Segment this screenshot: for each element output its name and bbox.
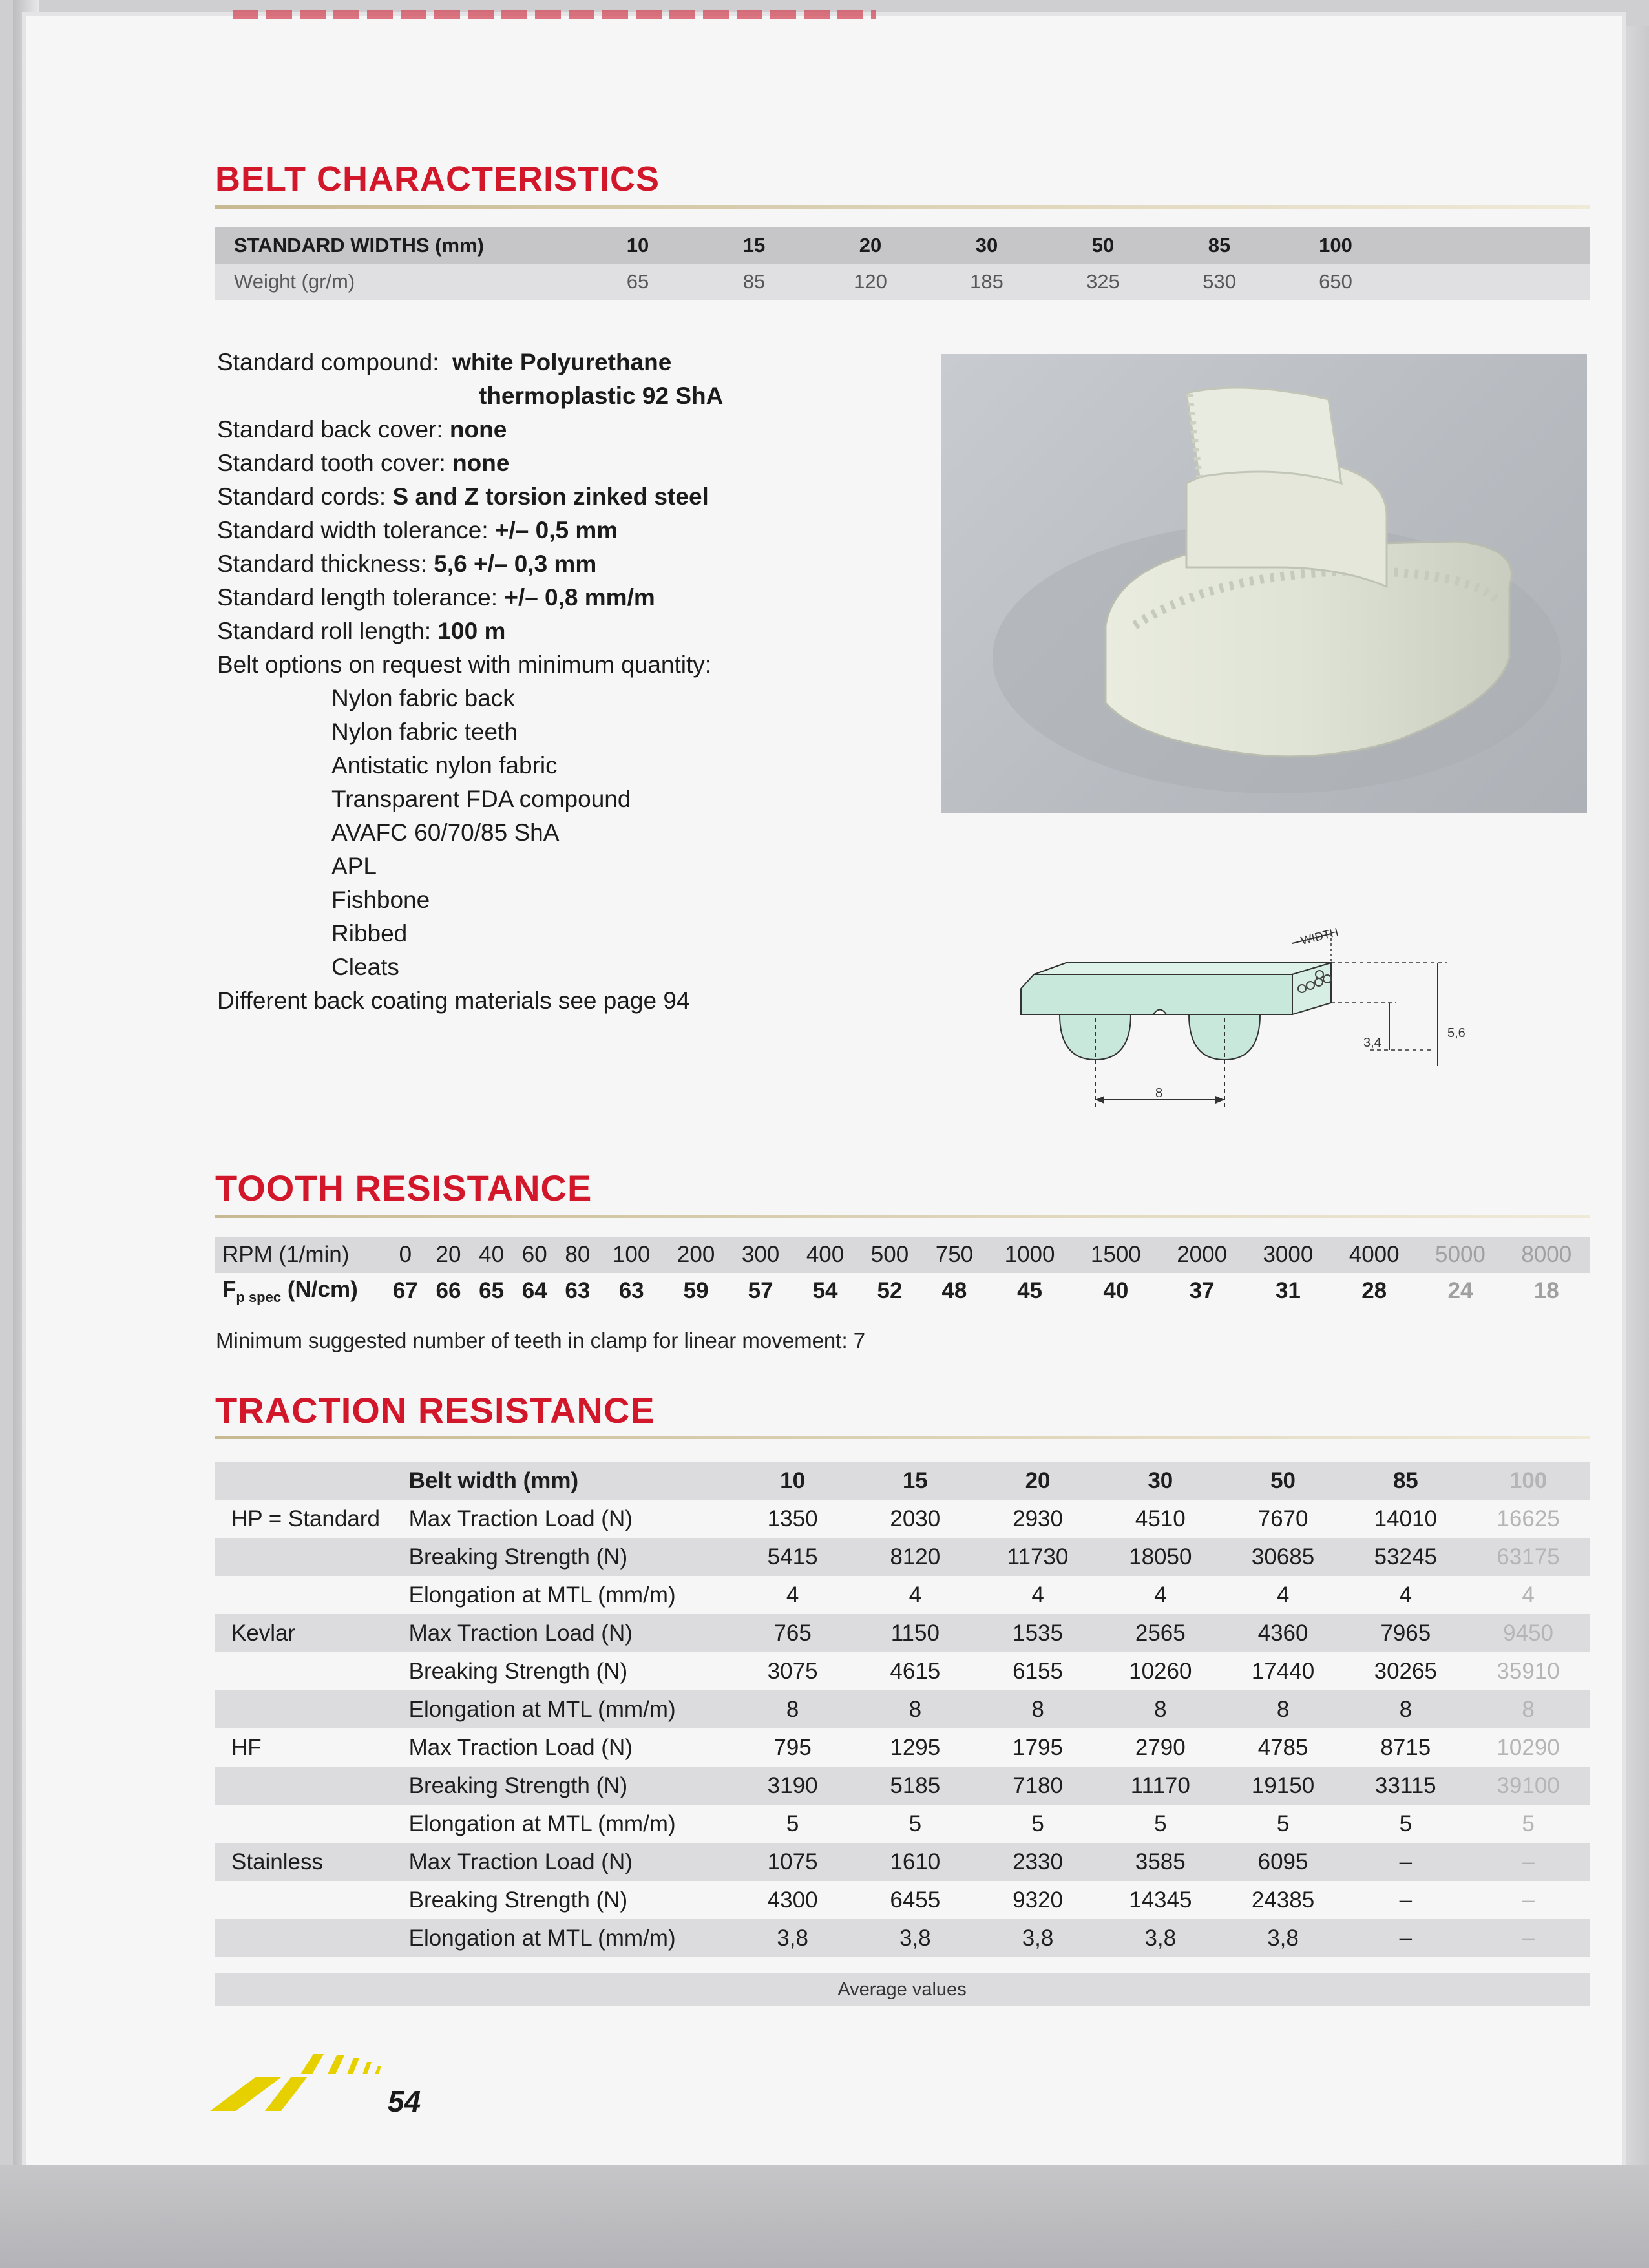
value-cell: 3,8	[854, 1919, 976, 1957]
material-cell	[215, 1919, 409, 1957]
belt-characteristics-title: BELT CHARACTERISTICS	[215, 160, 660, 198]
value-cell: 14010	[1374, 1506, 1437, 1531]
rpm-cell: 750	[922, 1237, 987, 1273]
material-cell: HF	[231, 1734, 262, 1760]
spec-value: S and Z torsion zinked steel	[392, 483, 709, 510]
width-cell: 20	[976, 1462, 1099, 1500]
rpm-cell: 0	[384, 1237, 427, 1273]
value-cell: 4300	[767, 1887, 818, 1913]
value-cell: 1350	[767, 1506, 818, 1531]
value-cell: 8	[976, 1690, 1099, 1728]
value-cell: 1075	[731, 1843, 854, 1881]
value-cell: 2790	[1135, 1734, 1186, 1760]
width-cell: 15	[696, 227, 812, 264]
value-cell: 4	[1031, 1582, 1044, 1608]
rpm-cell: 8000	[1504, 1237, 1590, 1273]
spec-value: 100 m	[437, 618, 506, 644]
value-cell: 2030	[890, 1506, 941, 1531]
logo-stripe	[347, 2058, 359, 2074]
value-cell: 4	[1276, 1582, 1290, 1608]
width-cell: 20	[812, 227, 929, 264]
logo-stripe	[375, 2066, 381, 2074]
teeth-clamp-note: Minimum suggested number of teeth in clamp for linear movement: 7	[216, 1328, 866, 1352]
material-cell	[215, 1538, 409, 1576]
traction-row	[215, 1767, 1590, 1805]
value-cell: 1295	[890, 1734, 941, 1760]
value-cell: 5415	[731, 1538, 854, 1576]
belt-roll-photo	[941, 354, 1587, 813]
material-cell: HP = Standard	[231, 1506, 380, 1531]
width-cell: 30	[929, 227, 1045, 264]
material-cell	[215, 1690, 409, 1728]
rpm-cell: 5000	[1417, 1237, 1503, 1273]
cropped-heading-fragment	[233, 10, 876, 19]
property-cell: Elongation at MTL (mm/m)	[408, 1582, 676, 1608]
option-item: Ribbed	[331, 920, 408, 947]
value-cell: 19150	[1222, 1767, 1345, 1805]
widths-header-label: STANDARD WIDTHS (mm)	[215, 227, 580, 264]
option-item: Nylon fabric teeth	[331, 719, 518, 745]
traction-row	[215, 1919, 1590, 1957]
value-cell: 4510	[1135, 1506, 1186, 1531]
traction-row	[215, 1805, 1590, 1843]
coating-note: Different back coating materials see page 94	[217, 987, 690, 1014]
section-rule	[215, 205, 1590, 209]
property-cell: Max Traction Load (N)	[409, 1843, 731, 1881]
rpm-cell: 200	[664, 1237, 728, 1273]
fp-cell: 57	[748, 1278, 773, 1303]
property-cell: Breaking Strength (N)	[409, 1767, 731, 1805]
value-cell: 33115	[1344, 1767, 1467, 1805]
value-cell: 1535	[976, 1614, 1099, 1652]
fp-cell: 37	[1189, 1278, 1215, 1303]
value-cell: 4	[1154, 1582, 1167, 1608]
fp-cell: 63	[565, 1278, 591, 1303]
value-cell: 10260	[1129, 1658, 1192, 1684]
value-cell: 2930	[1013, 1506, 1063, 1531]
rpm-cell: 2000	[1159, 1237, 1245, 1273]
spec-label: Standard roll length:	[217, 618, 432, 644]
width-cell: 85	[1344, 1462, 1467, 1500]
property-cell: Max Traction Load (N)	[408, 1506, 633, 1531]
traction-row	[215, 1652, 1590, 1690]
widths-header-row	[215, 227, 1590, 264]
width-cell: 100	[1467, 1462, 1590, 1500]
material-cell	[215, 1767, 409, 1805]
value-cell: 6155	[1013, 1658, 1063, 1684]
scan-bottom-shadow	[0, 2165, 1649, 2268]
value-cell: 8	[1222, 1690, 1345, 1728]
value-cell: 7670	[1257, 1506, 1308, 1531]
value-cell: 7965	[1344, 1614, 1467, 1652]
spec-width-tolerance	[217, 514, 723, 547]
diagram-tooth-height-label: 3,4	[1363, 1036, 1381, 1050]
traction-row	[215, 1576, 1590, 1614]
value-cell: 63175	[1467, 1538, 1590, 1576]
spec-value: white Polyurethane	[452, 349, 672, 375]
value-cell: 5	[1399, 1811, 1413, 1836]
traction-row	[215, 1843, 1590, 1881]
value-cell: 6095	[1222, 1843, 1345, 1881]
value-cell: 795	[773, 1734, 812, 1760]
spec-length-tolerance	[217, 581, 723, 614]
belt-profile-svg	[1008, 918, 1525, 1124]
property-cell: Breaking Strength (N)	[408, 1887, 628, 1913]
property-cell: Max Traction Load (N)	[408, 1734, 633, 1760]
value-cell: 39100	[1467, 1767, 1590, 1805]
logo-stripe	[362, 2062, 372, 2074]
diagram-width-label: WIDTH	[1299, 925, 1340, 947]
fp-cell: 63	[618, 1278, 644, 1303]
spec-options-heading: Belt options on request with minimum quantity:	[217, 651, 712, 678]
spec-cords	[217, 480, 723, 514]
spec-value: 5,6 +/– 0,3 mm	[434, 551, 597, 577]
logo-stripe	[300, 2054, 324, 2074]
fp-cell: 48	[941, 1278, 967, 1303]
spec-label: Standard tooth cover:	[217, 450, 446, 476]
option-item: APL	[331, 853, 377, 879]
traction-row	[215, 1690, 1590, 1728]
value-cell: 4360	[1222, 1614, 1345, 1652]
value-cell: –	[1344, 1843, 1467, 1881]
material-cell	[215, 1805, 409, 1843]
value-cell: 765	[731, 1614, 854, 1652]
spec-label: Standard thickness:	[217, 551, 427, 577]
spec-label: Standard compound:	[217, 349, 439, 375]
option-item: Cleats	[331, 954, 399, 980]
section-rule	[215, 1436, 1590, 1439]
spec-value: none	[449, 416, 507, 443]
weight-cell: 325	[1045, 264, 1161, 300]
fp-cell: 52	[877, 1278, 903, 1303]
traction-row	[215, 1500, 1590, 1538]
width-cell: 50	[1045, 227, 1161, 264]
property-cell: Elongation at MTL (mm/m)	[409, 1919, 731, 1957]
weight-row	[215, 264, 1590, 300]
property-cell: Elongation at MTL (mm/m)	[409, 1690, 731, 1728]
weight-cell: 530	[1161, 264, 1277, 300]
value-cell: 11730	[976, 1538, 1099, 1576]
value-cell: 14345	[1129, 1887, 1192, 1913]
value-cell: 4	[1522, 1582, 1535, 1608]
fp-label-unit: (N/cm)	[287, 1276, 358, 1302]
rpm-cell: 300	[728, 1237, 793, 1273]
value-cell: 5	[1276, 1811, 1290, 1836]
spec-compound	[217, 346, 723, 379]
value-cell: 5	[786, 1811, 799, 1836]
fp-cell: 54	[812, 1278, 838, 1303]
weight-cell: 85	[696, 264, 812, 300]
fp-cell: 40	[1103, 1278, 1129, 1303]
value-cell: 8	[1344, 1690, 1467, 1728]
value-cell: 16625	[1497, 1506, 1560, 1531]
spec-label: Standard back cover:	[217, 416, 443, 443]
table-padding-cell	[1394, 264, 1590, 300]
material-cell	[215, 1652, 409, 1690]
value-cell: 11170	[1099, 1767, 1222, 1805]
value-cell: 3,8	[1099, 1919, 1222, 1957]
fp-cell: 59	[683, 1278, 709, 1303]
option-item: Antistatic nylon fabric	[331, 752, 558, 779]
fp-cell: 31	[1275, 1278, 1301, 1303]
material-cell: Stainless	[215, 1843, 409, 1881]
rpm-cell: 20	[427, 1237, 470, 1273]
traction-header-row	[215, 1462, 1590, 1500]
value-cell: 8	[1099, 1690, 1222, 1728]
belt-width-header: Belt width (mm)	[409, 1462, 731, 1500]
value-cell: 7180	[976, 1767, 1099, 1805]
value-cell: 8120	[854, 1538, 976, 1576]
logo-stripe	[328, 2055, 344, 2074]
width-cell: 15	[854, 1462, 976, 1500]
value-cell: 2565	[1099, 1614, 1222, 1652]
traction-row	[215, 1881, 1590, 1919]
rpm-row	[215, 1237, 1590, 1273]
property-cell: Elongation at MTL (mm/m)	[408, 1811, 676, 1836]
value-cell: 5	[1031, 1811, 1044, 1836]
width-cell: 10	[580, 227, 696, 264]
value-cell: 8	[731, 1690, 854, 1728]
material-cell	[215, 1576, 409, 1614]
value-cell: 8715	[1380, 1734, 1431, 1760]
section-rule	[215, 1215, 1590, 1218]
value-cell: 10290	[1497, 1734, 1560, 1760]
option-item: Nylon fabric back	[331, 685, 515, 711]
average-values-footer: Average values	[215, 1973, 1590, 2006]
fp-cell: 24	[1447, 1278, 1473, 1303]
value-cell: –	[1467, 1919, 1590, 1957]
fp-cell: 64	[521, 1278, 547, 1303]
fp-label-main: F	[222, 1276, 236, 1302]
standard-widths-table	[215, 227, 1590, 300]
value-cell: 3585	[1099, 1843, 1222, 1881]
fp-label-sub: p spec	[236, 1288, 282, 1305]
value-cell: 1610	[854, 1843, 976, 1881]
rpm-cell: 40	[470, 1237, 513, 1273]
spec-compound-cont	[217, 379, 723, 413]
option-item: Fishbone	[331, 887, 430, 913]
spec-roll-length	[217, 614, 723, 648]
width-cell: 30	[1099, 1462, 1222, 1500]
width-cell: 85	[1161, 227, 1277, 264]
value-cell: –	[1522, 1887, 1535, 1913]
tooth-resistance-title: TOOTH RESISTANCE	[215, 1168, 593, 1208]
rpm-cell: 100	[599, 1237, 664, 1273]
value-cell: 4	[1399, 1582, 1413, 1608]
tooth-resistance-table	[215, 1237, 1590, 1309]
value-cell: 5	[909, 1811, 922, 1836]
value-cell: 4785	[1257, 1734, 1308, 1760]
rpm-cell: 3000	[1245, 1237, 1331, 1273]
traction-row	[215, 1538, 1590, 1576]
value-cell: 9320	[1013, 1887, 1063, 1913]
value-cell: 3075	[767, 1658, 818, 1684]
value-cell: 35910	[1497, 1658, 1560, 1684]
fp-cell: 65	[479, 1278, 505, 1303]
page-number: 54	[388, 2084, 421, 2118]
value-cell: 3,8	[731, 1919, 854, 1957]
spec-value: thermoplastic 92 ShA	[479, 383, 724, 409]
value-cell: 8	[854, 1690, 976, 1728]
traction-resistance-title: TRACTION RESISTANCE	[215, 1390, 655, 1431]
value-cell: 6455	[890, 1887, 941, 1913]
diagram-thickness-label: 5,6	[1447, 1026, 1465, 1040]
value-cell: 2330	[976, 1843, 1099, 1881]
value-cell: 5	[1154, 1811, 1167, 1836]
weight-cell: 120	[812, 264, 929, 300]
value-cell: 8	[1467, 1690, 1590, 1728]
fp-cell: 66	[436, 1278, 461, 1303]
belt-profile-diagram	[1008, 918, 1525, 1124]
value-cell: 5	[1522, 1811, 1535, 1836]
property-cell: Max Traction Load (N)	[409, 1614, 731, 1652]
value-cell: 24385	[1251, 1887, 1315, 1913]
table-padding-cell	[1394, 227, 1590, 264]
value-cell: –	[1344, 1919, 1467, 1957]
spec-back-cover	[217, 413, 723, 446]
value-cell: 4615	[890, 1658, 941, 1684]
fp-cell: 45	[1017, 1278, 1043, 1303]
value-cell: 4	[909, 1582, 922, 1608]
weight-cell: 65	[580, 264, 696, 300]
value-cell: 3,8	[1222, 1919, 1345, 1957]
fp-cell: 28	[1361, 1278, 1387, 1303]
value-cell: 18050	[1099, 1538, 1222, 1576]
spec-thickness	[217, 547, 723, 581]
value-cell: –	[1399, 1887, 1413, 1913]
rpm-cell: 500	[857, 1237, 922, 1273]
option-item: Transparent FDA compound	[331, 786, 631, 812]
value-cell: 17440	[1251, 1658, 1315, 1684]
spec-label: Standard width tolerance:	[217, 517, 488, 543]
spec-value: +/– 0,8 mm/m	[504, 584, 655, 611]
value-cell: 53245	[1344, 1538, 1467, 1576]
value-cell: 30265	[1374, 1658, 1437, 1684]
belt-roll-illustration	[941, 354, 1587, 813]
weight-cell: 185	[929, 264, 1045, 300]
value-cell: 9450	[1467, 1614, 1590, 1652]
weight-cell: 650	[1277, 264, 1394, 300]
traction-row	[215, 1614, 1590, 1652]
material-cell	[215, 1881, 409, 1919]
value-cell: –	[1467, 1843, 1590, 1881]
spec-list	[217, 346, 723, 1018]
traction-row	[215, 1728, 1590, 1767]
rpm-cell: 1500	[1073, 1237, 1159, 1273]
option-item: AVAFC 60/70/85 ShA	[331, 819, 560, 846]
weight-label: Weight (gr/m)	[215, 264, 580, 300]
rpm-cell: 60	[513, 1237, 556, 1273]
material-cell: Kevlar	[215, 1614, 409, 1652]
value-cell: 3,8	[976, 1919, 1099, 1957]
spec-value: none	[452, 450, 510, 476]
diagram-pitch-label: 8	[1155, 1086, 1163, 1100]
spec-label: Standard cords:	[217, 483, 386, 510]
width-cell: 100	[1277, 227, 1394, 264]
material-header	[215, 1462, 409, 1500]
fp-label	[215, 1273, 384, 1309]
fp-row	[215, 1273, 1590, 1309]
value-cell: 1150	[854, 1614, 976, 1652]
rpm-cell: 1000	[987, 1237, 1073, 1273]
traction-resistance-table	[215, 1462, 1590, 1957]
value-cell: 3190	[731, 1767, 854, 1805]
value-cell: 4	[786, 1582, 799, 1608]
value-cell: 30685	[1222, 1538, 1345, 1576]
width-cell: 10	[731, 1462, 854, 1500]
fp-cell: 18	[1533, 1278, 1559, 1303]
spec-tooth-cover	[217, 446, 723, 480]
width-cell: 50	[1222, 1462, 1345, 1500]
value-cell: 5185	[854, 1767, 976, 1805]
rpm-cell: 4000	[1331, 1237, 1417, 1273]
rpm-cell: 400	[793, 1237, 857, 1273]
property-cell: Breaking Strength (N)	[408, 1658, 628, 1684]
spec-label: Standard length tolerance:	[217, 584, 498, 611]
property-cell: Breaking Strength (N)	[409, 1538, 731, 1576]
rpm-label: RPM (1/min)	[215, 1237, 384, 1273]
rpm-cell: 80	[556, 1237, 600, 1273]
fp-cell: 67	[392, 1278, 418, 1303]
spec-value: +/– 0,5 mm	[494, 517, 618, 543]
value-cell: 1795	[1013, 1734, 1063, 1760]
